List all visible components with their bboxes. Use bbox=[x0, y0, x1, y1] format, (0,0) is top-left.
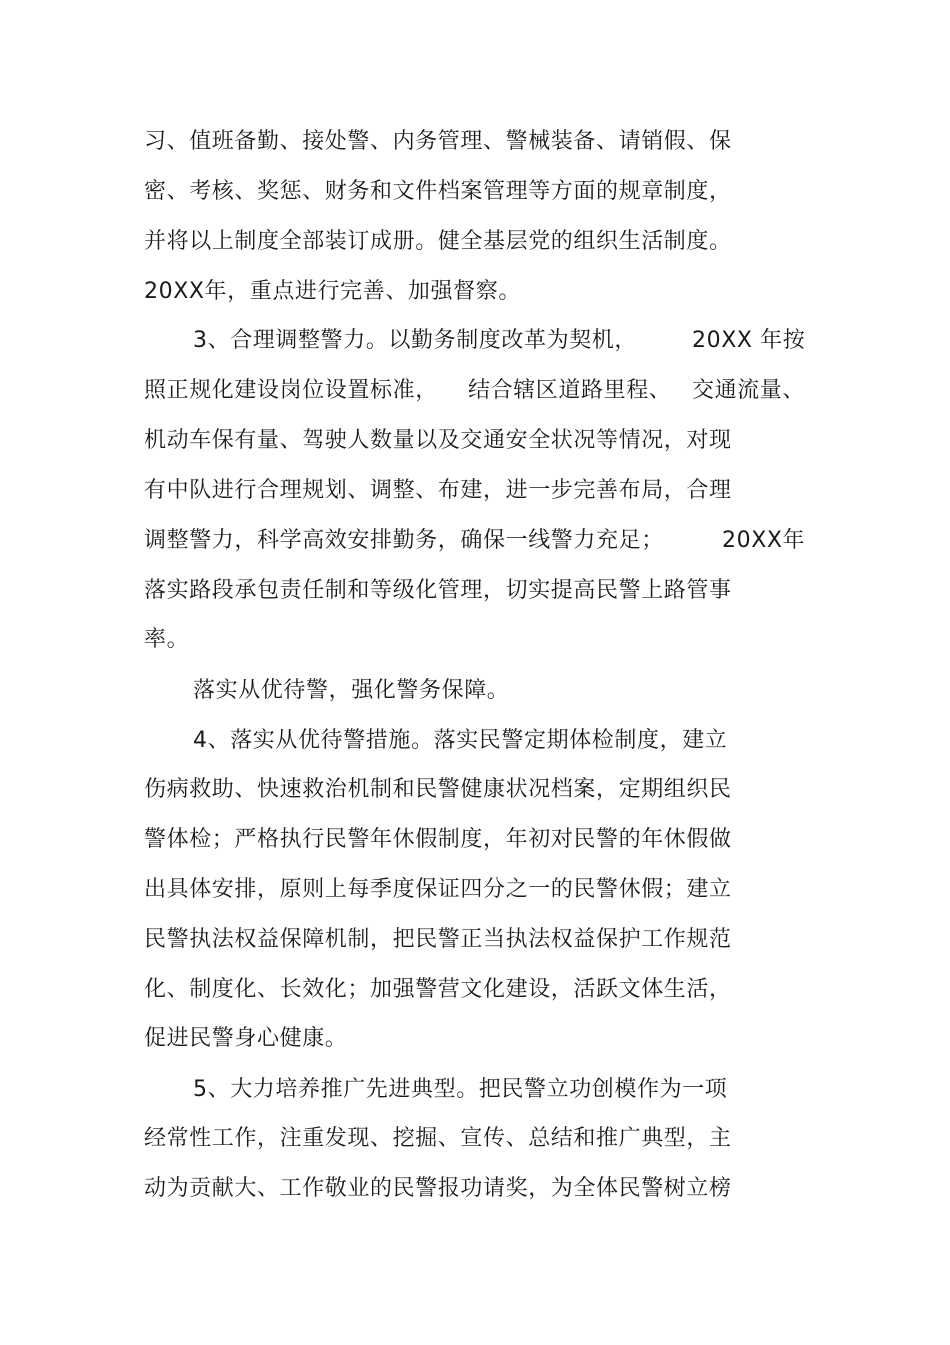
text-line: 并将以上制度全部装订成册。健全基层党的组织生活制度。 bbox=[144, 229, 732, 254]
text-line: 伤病救助、快速救治机制和民警健康状况档案，定期组织民 bbox=[144, 777, 732, 802]
text-line: 动为贡献大、工作敬业的民警报功请奖，为全体民警树立榜 bbox=[144, 1176, 732, 1201]
text-line: 交通流量、 bbox=[692, 378, 806, 403]
text-line: 20XX年 bbox=[722, 528, 806, 553]
text-line: 照正规化建设岗位设置标准， bbox=[144, 378, 438, 403]
text-line: 调整警力，科学高效安排勤务，确保一线警力充足； bbox=[144, 528, 664, 553]
text-line: 落实路段承包责任制和等级化管理，切实提高民警上路管事 bbox=[144, 578, 732, 603]
text-line: 20XX年，重点进行完善、加强督察。 bbox=[144, 279, 521, 304]
text-line: 警体检；严格执行民警年休假制度，年初对民警的年休假做 bbox=[144, 827, 732, 852]
text-line: 5、大力培养推广先进典型。把民警立功创模作为一项 bbox=[193, 1077, 728, 1102]
text-line: 习、值班备勤、接处警、内务管理、警械装备、请销假、保 bbox=[144, 129, 732, 154]
text-line: 率。 bbox=[144, 627, 190, 652]
text-line: 机动车保有量、驾驶人数量以及交通安全状况等情况，对现 bbox=[144, 428, 732, 453]
text-line: 化、制度化、长效化；加强警营文化建设，活跃文体生活， bbox=[144, 977, 732, 1002]
text-line: 有中队进行合理规划、调整、布建，进一步完善布局，合理 bbox=[144, 478, 732, 503]
text-line: 经常性工作，注重发现、挖掘、宣传、总结和推广典型，主 bbox=[144, 1126, 732, 1151]
text-line: 促进民警身心健康。 bbox=[144, 1026, 348, 1051]
text-line: 民警执法权益保障机制，把民警正当执法权益保护工作规范 bbox=[144, 927, 732, 952]
text-line: 4、落实从优待警措施。落实民警定期体检制度，建立 bbox=[193, 728, 728, 753]
text-line: 密、考核、奖惩、财务和文件档案管理等方面的规章制度， bbox=[144, 179, 732, 204]
text-line: 结合辖区道路里程、 bbox=[468, 378, 672, 403]
text-line: 3、合理调整警力。以勤务制度改革为契机， bbox=[193, 328, 637, 353]
text-line: 出具体安排，原则上每季度保证四分之一的民警休假；建立 bbox=[144, 877, 732, 902]
section-heading: 落实从优待警，强化警务保障。 bbox=[193, 678, 510, 703]
text-line: 20XX 年按 bbox=[692, 328, 806, 353]
